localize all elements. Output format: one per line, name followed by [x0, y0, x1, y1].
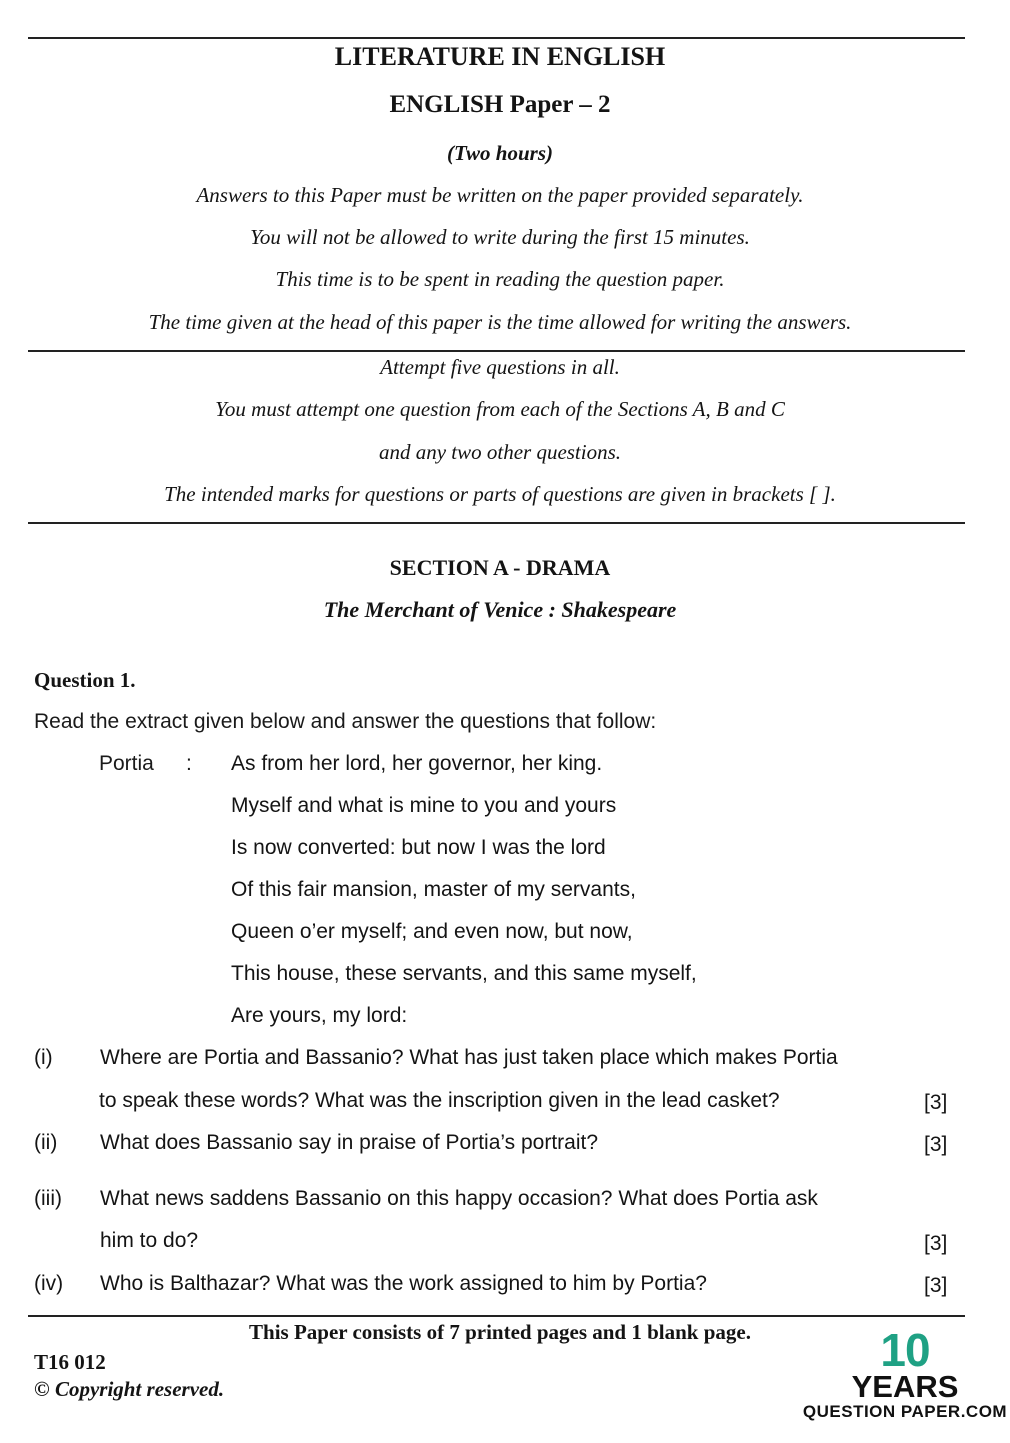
- section-rule: [28, 522, 965, 524]
- part-marks: [3]: [924, 1232, 948, 1255]
- paper-subtitle: [0, 91, 1000, 119]
- extract-line: Is now converted: but now I was the lord: [231, 836, 606, 859]
- logo-site: QUESTION PAPER.COM: [802, 1402, 1008, 1421]
- part-marks: [3]: [924, 1274, 948, 1297]
- question-label: Question 1.: [34, 668, 136, 692]
- part-text: What news saddens Bassanio on this happy occasion? What does Portia ask: [100, 1187, 818, 1210]
- instructions-rule: [28, 350, 965, 352]
- logo-number: 10: [880, 1324, 930, 1376]
- rule-line: The intended marks for questions or parts of questions are given in brackets [ ].: [164, 482, 836, 506]
- part-number: (ii): [34, 1131, 58, 1154]
- paper-code: T16 012: [34, 1350, 106, 1374]
- extract-line: Queen o’er myself; and even now, but now,: [231, 920, 633, 943]
- footer-rule: [28, 1315, 965, 1317]
- copyright: © Copyright reserved.: [34, 1377, 225, 1401]
- part-text: What does Bassanio say in praise of Portia’s portrait?: [100, 1131, 599, 1154]
- extract-line: As from her lord, her governor, her king.: [231, 752, 603, 775]
- section-subtitle: The Merchant of Venice : Shakespeare: [323, 597, 677, 622]
- question-intro: Read the extract given below and answer the questions that follow:: [34, 710, 657, 733]
- part-text: him to do?: [100, 1229, 199, 1252]
- section-title: SECTION A - DRAMA: [389, 555, 611, 580]
- extract-line: Of this fair mansion, master of my servants,: [231, 878, 636, 901]
- logo-years: YEARS: [851, 1369, 959, 1404]
- part-text: Who is Balthazar? What was the work assigned to him by Portia?: [100, 1272, 707, 1295]
- instruction-line: You will not be allowed to write during the first 15 minutes.: [250, 225, 750, 249]
- duration: (Two hours): [447, 141, 553, 165]
- part-number: (iii): [34, 1187, 62, 1210]
- pages-note: This Paper consists of 7 printed pages and 1 blank page.: [249, 1320, 751, 1344]
- part-number: (i): [34, 1046, 53, 1069]
- part-marks: [3]: [924, 1133, 948, 1156]
- rule-line: Attempt five questions in all.: [380, 355, 620, 379]
- instruction-line: This time is to be spent in reading the question paper.: [275, 267, 725, 291]
- top-rule: [28, 37, 965, 39]
- extract-line: Are yours, my lord:: [231, 1004, 408, 1027]
- rule-line: and any two other questions.: [378, 440, 622, 464]
- site-logo: [800, 1324, 1010, 1443]
- speaker-name: Portia: [99, 752, 154, 775]
- part-text: Where are Portia and Bassanio? What has just taken place which makes Portia: [100, 1046, 838, 1069]
- part-number: (iv): [34, 1272, 64, 1295]
- rule-line: You must attempt one question from each of the Sections A, B and C: [215, 397, 785, 421]
- subtitle-number: – 2: [579, 91, 611, 118]
- extract-line: This house, these servants, and this same myself,: [231, 962, 697, 985]
- speaker-colon: :: [186, 752, 192, 775]
- instruction-line: The time given at the head of this paper is the time allowed for writing the answers.: [148, 310, 852, 334]
- part-text: to speak these words? What was the inscription given in the lead casket?: [99, 1089, 780, 1112]
- paper-title: LITERATURE IN ENGLISH: [334, 42, 666, 71]
- part-marks: [3]: [924, 1091, 948, 1114]
- extract-line: Myself and what is mine to you and yours: [231, 794, 617, 817]
- instruction-line: Answers to this Paper must be written on the paper provided separately.: [196, 183, 804, 207]
- subtitle-prefix: ENGLISH Paper: [389, 91, 574, 118]
